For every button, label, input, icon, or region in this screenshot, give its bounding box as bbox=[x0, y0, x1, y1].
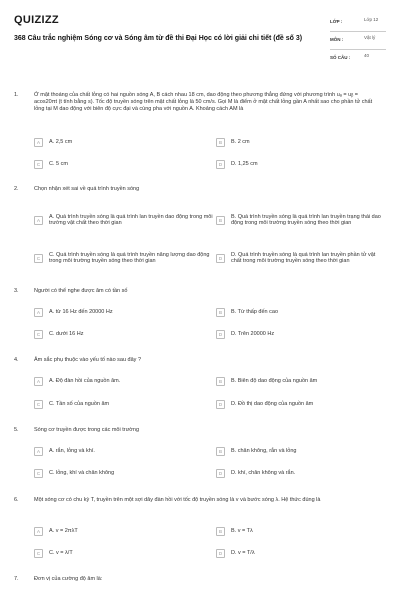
question-3 bbox=[14, 288, 386, 348]
question-2 bbox=[14, 186, 386, 278]
option-b[interactable] bbox=[216, 445, 386, 458]
option-letter: D bbox=[216, 254, 225, 263]
option-text: B. Quá trình truyền sóng là quá trình lan truyền trạng thái dao động trong môi trường truyền sóng theo thời gian bbox=[231, 213, 381, 226]
option-text: A. 2,5 cm bbox=[49, 139, 73, 146]
option-letter: C bbox=[34, 330, 43, 339]
quizizz-logo: QUIZIZZ bbox=[14, 14, 59, 26]
meta-subject-value: Vật lý bbox=[364, 35, 376, 40]
question-4 bbox=[14, 357, 386, 417]
meta-class-value: Lớp 12 bbox=[364, 17, 379, 22]
meta-class bbox=[330, 14, 386, 32]
option-letter: A bbox=[34, 527, 43, 536]
option-text: A. v = 2πλT bbox=[49, 528, 78, 535]
option-text: B. 2 cm bbox=[231, 139, 250, 146]
option-b[interactable] bbox=[216, 525, 386, 538]
question-number: 5. bbox=[14, 427, 19, 433]
option-letter: D bbox=[216, 330, 225, 339]
question-number: 7. bbox=[14, 576, 19, 582]
option-letter: A bbox=[34, 308, 43, 317]
option-text: C. Quá trình truyền sóng là quá trình truyền năng lượng dao động trong môi trường truyền sóng theo thời gian bbox=[49, 251, 210, 264]
question-text: Ở mặt thoáng của chất lỏng có hai nguồn sóng A, B cách nhau 18 cm, dao động theo phương thẳng đứng với phương trình uₐ = uᵦ = acos20πt (t tính bằng s). Tốc độ truyền sóng trên mặt chất lỏng là 50 cm/s. Gọi M là điểm ở mặt chất lỏng gần A nhất sao cho phần tử chất lỏng tại M dao động với biên độ cực đại và cùng pha với nguồn A. Khoảng cách AM là bbox=[34, 92, 373, 112]
option-d[interactable] bbox=[216, 328, 386, 341]
option-b[interactable] bbox=[216, 375, 386, 388]
option-text: D. khí, chân không và rắn. bbox=[231, 470, 296, 477]
meta-count-label: SỐ CÂU : bbox=[330, 55, 351, 60]
worksheet-header bbox=[14, 10, 386, 72]
option-a[interactable] bbox=[34, 525, 204, 538]
option-text: B. chân không, rắn và lỏng bbox=[231, 448, 297, 455]
option-b[interactable] bbox=[216, 306, 386, 319]
option-text: C. dưới 16 Hz bbox=[49, 331, 84, 338]
option-text: A. Quá trình truyền sóng là quá trình lan truyền dao động trong môi trường vật chất theo thời gian bbox=[49, 213, 213, 226]
option-text: B. v = Tλ bbox=[231, 528, 253, 535]
option-letter: A bbox=[34, 377, 43, 386]
option-d[interactable] bbox=[216, 244, 386, 272]
option-letter: D bbox=[216, 549, 225, 558]
option-letter: D bbox=[216, 160, 225, 169]
question-text: Sóng cơ truyền được trong các môi trường bbox=[34, 427, 140, 433]
option-text: C. v = λ/T bbox=[49, 550, 73, 557]
option-letter: C bbox=[34, 549, 43, 558]
option-b[interactable] bbox=[216, 206, 386, 234]
option-letter: A bbox=[34, 138, 43, 147]
question-number: 4. bbox=[14, 357, 19, 363]
meta-count-value: 40 bbox=[364, 53, 370, 58]
question-text: Một sóng cơ có chu kỳ T, truyền trên một sợi dây đàn hồi với tốc độ truyền sóng là v và bước sóng λ. Hệ thức đúng là bbox=[34, 497, 321, 503]
option-d[interactable] bbox=[216, 467, 386, 480]
option-text: A. từ 16 Hz đến 20000 Hz bbox=[49, 309, 113, 316]
option-text: D. Quá trình truyền sóng là quá trình lan truyền phần tử vật chất trong môi trường truyền sóng theo thời gian bbox=[231, 251, 376, 264]
option-d[interactable] bbox=[216, 398, 386, 411]
worksheet-title: 368 Câu trắc nghiệm Sóng cơ và Sóng âm từ đề thi Đại Học có lời giải chi tiết (đề số 3) bbox=[14, 35, 303, 42]
question-text: Âm sắc phụ thuộc vào yếu tố nào sau đây ? bbox=[34, 357, 142, 363]
option-letter: C bbox=[34, 400, 43, 409]
option-letter: B bbox=[216, 377, 225, 386]
option-d[interactable] bbox=[216, 547, 386, 560]
option-a[interactable] bbox=[34, 445, 204, 458]
option-text: D. Trên 20000 Hz bbox=[231, 331, 275, 338]
option-letter: C bbox=[34, 254, 43, 263]
option-text: D. v = T/λ bbox=[231, 550, 255, 557]
question-number: 1. bbox=[14, 92, 19, 98]
option-b[interactable] bbox=[216, 136, 386, 149]
meta-class-label: LỚP : bbox=[330, 19, 343, 24]
meta-subject bbox=[330, 32, 386, 50]
option-letter: B bbox=[216, 216, 225, 225]
option-d[interactable] bbox=[216, 158, 386, 171]
question-text: Đơn vị của cường độ âm là: bbox=[34, 576, 103, 582]
option-a[interactable] bbox=[34, 306, 204, 319]
option-text: D. Đồ thị dao động của nguồn âm bbox=[231, 401, 314, 408]
option-c[interactable] bbox=[34, 398, 204, 411]
question-text: Người có thể nghe được âm có tần số bbox=[34, 288, 128, 294]
question-number: 2. bbox=[14, 186, 19, 192]
option-letter: B bbox=[216, 308, 225, 317]
option-c[interactable] bbox=[34, 547, 204, 560]
question-text: Chọn nhận xét sai về quá trình truyền sóng bbox=[34, 186, 140, 192]
option-letter: C bbox=[34, 160, 43, 169]
option-letter: C bbox=[34, 469, 43, 478]
option-letter: B bbox=[216, 138, 225, 147]
meta-subject-label: MÔN : bbox=[330, 37, 344, 42]
option-c[interactable] bbox=[34, 467, 204, 480]
option-letter: D bbox=[216, 400, 225, 409]
meta-count bbox=[330, 50, 386, 68]
question-6 bbox=[14, 497, 386, 567]
option-letter: D bbox=[216, 469, 225, 478]
option-letter: A bbox=[34, 216, 43, 225]
option-text: D. 1,25 cm bbox=[231, 161, 258, 168]
option-text: B. Biên độ dao động của nguồn âm bbox=[231, 378, 318, 385]
option-a[interactable] bbox=[34, 375, 204, 388]
question-number: 3. bbox=[14, 288, 19, 294]
option-c[interactable] bbox=[34, 158, 204, 171]
option-text: B. Từ thấp đến cao bbox=[231, 309, 278, 316]
option-text: A. Độ đàn hồi của nguồn âm. bbox=[49, 378, 121, 385]
question-1 bbox=[14, 92, 386, 176]
worksheet-meta bbox=[330, 14, 386, 68]
option-c[interactable] bbox=[34, 244, 214, 272]
option-c[interactable] bbox=[34, 328, 204, 341]
option-a[interactable] bbox=[34, 208, 214, 232]
option-a[interactable] bbox=[34, 136, 204, 149]
option-letter: A bbox=[34, 447, 43, 456]
option-text: A. rắn, lỏng và khí. bbox=[49, 448, 95, 455]
option-letter: B bbox=[216, 447, 225, 456]
question-7 bbox=[14, 576, 386, 596]
option-text: C. Tần số của nguồn âm bbox=[49, 401, 110, 408]
option-text: C. lỏng, khí và chân không bbox=[49, 470, 115, 477]
option-letter: B bbox=[216, 527, 225, 536]
option-text: C. 5 cm bbox=[49, 161, 68, 168]
question-5 bbox=[14, 427, 386, 487]
question-number: 6. bbox=[14, 497, 19, 503]
